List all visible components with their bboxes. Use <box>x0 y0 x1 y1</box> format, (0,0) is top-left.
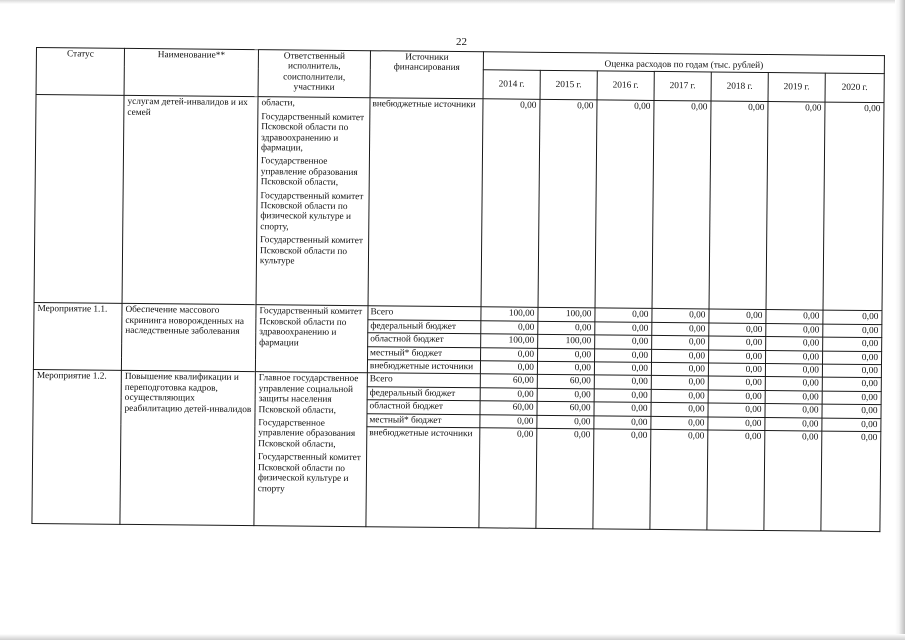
value-cell: 0,00 <box>651 416 708 430</box>
source-cell: Всего <box>368 306 481 320</box>
value-cell: 60,00 <box>480 401 537 415</box>
source-cell: федеральный бюджет <box>368 320 481 334</box>
value-cell: 0,00 <box>708 403 765 417</box>
value-cell: 60,00 <box>537 402 594 416</box>
source-cell: внебюджетные источники <box>368 98 483 307</box>
executor-line: Государственный комитет Псковской области по здравоохранению и фармации, <box>260 111 365 154</box>
value-cell: 0,00 <box>708 417 765 431</box>
value-cell: 0,00 <box>595 349 652 363</box>
value-cell: 0,00 <box>709 309 766 323</box>
value-cell: 0,00 <box>538 348 595 362</box>
value-cell: 0,00 <box>822 351 881 365</box>
value-cell: 0,00 <box>765 350 822 364</box>
value-cell: 0,00 <box>823 324 882 338</box>
source-cell: областной бюджет <box>368 333 481 347</box>
header-year: 2017 г. <box>654 72 711 102</box>
value-cell: 0,00 <box>651 403 708 417</box>
value-cell: 60,00 <box>537 375 594 389</box>
executor-line: Главное государственное управление социальной защиты населения Псковской области, <box>258 373 359 416</box>
value-cell: 0,00 <box>823 310 882 324</box>
value-cell: 0,00 <box>594 389 651 403</box>
value-cell: 0,00 <box>538 100 597 309</box>
header-year: 2014 г. <box>483 70 540 100</box>
value-cell: 0,00 <box>766 310 823 324</box>
value-cell: 0,00 <box>480 388 537 402</box>
value-cell: 0,00 <box>651 389 708 403</box>
source-cell: местный* бюджет <box>368 346 481 360</box>
header-year: 2015 г. <box>540 71 597 101</box>
value-cell: 0,00 <box>765 417 822 431</box>
page-number: 22 <box>456 36 467 48</box>
value-cell: 0,00 <box>650 429 708 530</box>
measure-executors <box>255 305 368 373</box>
value-cell: 60,00 <box>480 374 537 388</box>
value-cell: 0,00 <box>709 101 768 310</box>
header-row-1 <box>36 48 884 75</box>
value-cell: 0,00 <box>481 321 538 335</box>
source-cell: областной бюджет <box>367 400 480 414</box>
header-name: Наименование** <box>124 48 258 97</box>
value-cell: 0,00 <box>652 349 709 363</box>
value-cell: 0,00 <box>822 418 881 432</box>
continuation-row <box>34 95 884 311</box>
value-cell: 0,00 <box>709 336 766 350</box>
value-cell: 0,00 <box>480 414 537 428</box>
value-cell: 0,00 <box>651 362 708 376</box>
value-cell: 0,00 <box>538 321 595 335</box>
header-executor: Ответственный исполнитель, соисполнители, участники <box>258 50 370 98</box>
measure-status: Мероприятие 1.2. <box>32 370 121 524</box>
scan-edge-top <box>0 0 905 4</box>
value-cell: 100,00 <box>538 335 595 349</box>
value-cell: 0,00 <box>652 322 709 336</box>
value-cell: 0,00 <box>765 390 822 404</box>
value-cell: 0,00 <box>765 364 822 378</box>
value-cell: 0,00 <box>594 416 651 430</box>
header-year: 2016 г. <box>597 71 654 101</box>
document-sheet <box>31 47 884 606</box>
value-cell: 0,00 <box>595 335 652 349</box>
value-cell: 0,00 <box>594 375 651 389</box>
value-cell: 0,00 <box>481 347 538 361</box>
header-cost-group: Оценка расходов по годам (тыс. рублей) <box>483 52 884 74</box>
value-cell: 0,00 <box>822 364 881 378</box>
measure-status: Мероприятие 1.1. <box>33 303 122 371</box>
value-cell: 0,00 <box>823 337 882 351</box>
value-cell: 0,00 <box>709 323 766 337</box>
source-cell: внебюджетные источники <box>366 427 480 528</box>
value-cell: 0,00 <box>708 390 765 404</box>
executor-line: области, <box>261 98 295 109</box>
executor-line: Государственный комитет Псковской области по физической культуре и спорту, <box>260 190 364 233</box>
value-cell: 0,00 <box>823 102 884 311</box>
measure-name: Обеспечение массового скрининга новорожденных на наследственные заболевания <box>121 304 256 372</box>
header-status: Статус <box>36 48 124 96</box>
header-year: 2018 г. <box>711 72 768 102</box>
source-cell: местный* бюджет <box>367 413 480 427</box>
executor-line: Государственное управление образования Псковской области, <box>260 156 358 189</box>
value-cell: 0,00 <box>652 336 709 350</box>
value-cell: 0,00 <box>821 431 881 532</box>
continuation-status <box>34 95 124 304</box>
value-cell: 0,00 <box>593 429 651 530</box>
source-cell: федеральный бюджет <box>367 387 480 401</box>
value-cell: 0,00 <box>766 102 825 311</box>
budget-table <box>31 47 885 532</box>
measure-executors <box>254 372 367 527</box>
value-cell: 0,00 <box>708 350 765 364</box>
value-cell: 0,00 <box>652 309 709 323</box>
executor-line: Государственное управление образования Псковской области, <box>258 418 356 450</box>
executor-line: Государственный комитет Псковской области по здравоохранению и фармации <box>259 306 363 349</box>
scan-edge-right <box>895 0 905 640</box>
value-cell: 0,00 <box>595 308 652 322</box>
header-sources: Источники финансирования <box>370 51 483 99</box>
value-cell: 0,00 <box>481 99 540 308</box>
value-cell: 0,00 <box>822 391 881 405</box>
table-header <box>36 48 884 104</box>
value-cell: 0,00 <box>480 361 537 375</box>
value-cell: 0,00 <box>651 376 708 390</box>
value-cell: 0,00 <box>595 322 652 336</box>
value-cell: 100,00 <box>481 334 538 348</box>
value-cell: 0,00 <box>594 362 651 376</box>
value-cell: 0,00 <box>766 337 823 351</box>
value-cell: 100,00 <box>538 308 595 322</box>
executor-line: Государственный комитет Псковской области по физической культуре и спорту <box>257 452 361 494</box>
value-cell: 0,00 <box>652 101 711 310</box>
executor-line: Государственный комитет Псковской области по культуре <box>259 235 363 267</box>
header-year: 2019 г. <box>768 73 825 103</box>
value-cell: 0,00 <box>708 363 765 377</box>
table-body <box>32 95 884 532</box>
continuation-executors <box>256 97 370 306</box>
value-cell: 0,00 <box>765 377 822 391</box>
value-cell: 100,00 <box>481 307 538 321</box>
value-cell: 0,00 <box>536 428 594 529</box>
continuation-name: услугам детей-инвалидов и их семей <box>122 96 258 305</box>
value-cell: 0,00 <box>708 376 765 390</box>
value-cell: 0,00 <box>765 404 822 418</box>
header-year: 2020 г. <box>825 73 884 103</box>
source-cell: внебюджетные источники <box>367 360 480 374</box>
value-cell: 0,00 <box>595 100 654 309</box>
value-cell: 0,00 <box>822 404 881 418</box>
value-cell: 0,00 <box>537 361 594 375</box>
value-cell: 0,00 <box>537 388 594 402</box>
value-cell: 0,00 <box>707 430 765 531</box>
measure-name: Повышение квалификации и переподготовка кадров, осуществляющих реабилитацию детей-инвалидов <box>120 371 255 526</box>
value-cell: 0,00 <box>594 402 651 416</box>
value-cell: 0,00 <box>764 431 822 532</box>
scan-edge-bottom <box>0 634 905 640</box>
source-cell: Всего <box>367 373 480 387</box>
value-cell: 0,00 <box>822 378 881 392</box>
value-cell: 0,00 <box>537 415 594 429</box>
value-cell: 0,00 <box>766 323 823 337</box>
value-cell: 0,00 <box>479 428 537 529</box>
